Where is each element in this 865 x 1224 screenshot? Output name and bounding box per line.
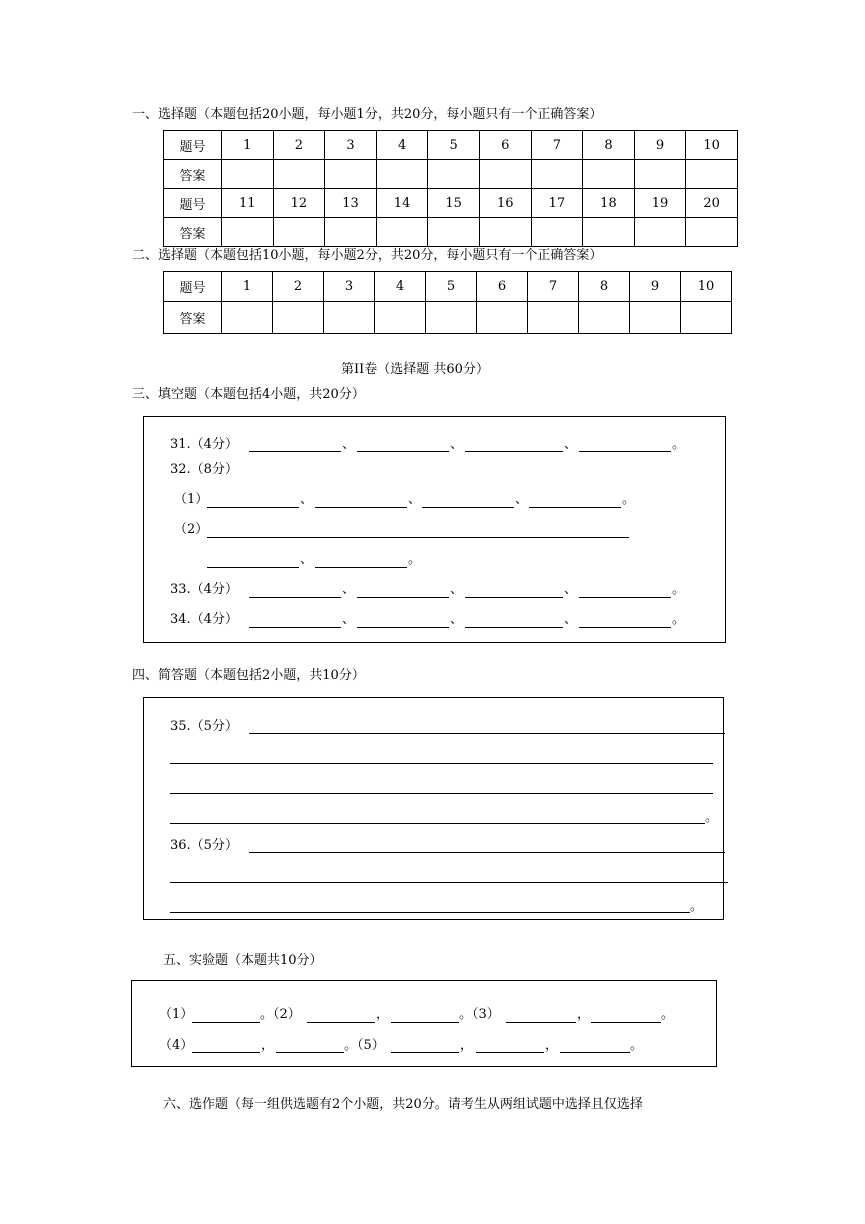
question-number: 3 (325, 131, 377, 160)
answer-cell[interactable] (376, 218, 428, 247)
q32-sub2-label: （2） (174, 522, 209, 537)
question-number: 6 (477, 272, 528, 302)
period: 。 (672, 582, 686, 597)
answer-line[interactable] (170, 763, 713, 764)
table-row (164, 302, 732, 334)
answer-cell[interactable] (579, 302, 630, 334)
row-label-number: 题号 (164, 131, 222, 160)
blank-line[interactable] (529, 507, 621, 508)
question-number: 4 (376, 131, 428, 160)
answer-cell[interactable] (426, 302, 477, 334)
comma: ， (261, 1038, 275, 1053)
question-number: 14 (376, 189, 428, 218)
blank-line[interactable] (249, 451, 341, 452)
answer-cell[interactable] (634, 160, 686, 189)
question-number: 8 (583, 131, 635, 160)
answer-cell[interactable] (531, 160, 583, 189)
q34-label: 34.（4分） (170, 612, 238, 627)
answer-cell[interactable] (479, 218, 531, 247)
table-row (164, 218, 738, 247)
question-number: 20 (686, 189, 738, 218)
sub4-label: （4） (159, 1038, 194, 1053)
blank-line[interactable] (276, 1052, 344, 1053)
answer-line[interactable] (170, 823, 705, 824)
question-number: 9 (634, 131, 686, 160)
comma: ， (577, 1007, 591, 1022)
question-number: 7 (531, 131, 583, 160)
separator: 、 (300, 552, 314, 567)
blank-line[interactable] (579, 627, 671, 628)
question-number: 17 (531, 189, 583, 218)
period: 。 (705, 810, 719, 825)
answer-cell[interactable] (273, 302, 324, 334)
answer-cell[interactable] (528, 302, 579, 334)
question-number: 16 (479, 189, 531, 218)
blank-line[interactable] (207, 507, 299, 508)
question-number: 15 (428, 189, 480, 218)
q36-label: 36.（5分） (170, 838, 238, 853)
blank-line[interactable] (249, 597, 341, 598)
blank-line[interactable] (357, 627, 449, 628)
answer-line[interactable] (249, 733, 725, 734)
question-number: 2 (273, 131, 325, 160)
separator: 、 (342, 582, 356, 597)
separator: 、 (450, 437, 464, 452)
answer-cell[interactable] (634, 218, 686, 247)
q32-sub1-label: （1） (174, 492, 209, 507)
section5-title: 五、实验题（本题共10分） (163, 953, 323, 968)
table-row (164, 189, 738, 218)
separator: 、 (300, 492, 314, 507)
blank-line[interactable] (579, 597, 671, 598)
blank-line[interactable] (591, 1022, 661, 1023)
question-number: 18 (583, 189, 635, 218)
answer-cell[interactable] (428, 160, 480, 189)
answer-cell[interactable] (375, 302, 426, 334)
answer-cell[interactable] (222, 302, 273, 334)
blank-line[interactable] (192, 1052, 260, 1053)
blank-line[interactable] (422, 507, 514, 508)
answer-cell[interactable] (531, 218, 583, 247)
blank-line[interactable] (249, 627, 341, 628)
answer-cell[interactable] (630, 302, 681, 334)
blank-line[interactable] (207, 537, 629, 538)
blank-line[interactable] (315, 507, 407, 508)
question-number: 1 (222, 131, 274, 160)
separator: 、 (450, 582, 464, 597)
section2-title: 二、选择题（本题包括10小题，每小题2分，共20分，每小题只有一个正确答案） (132, 248, 603, 263)
blank-line[interactable] (476, 1052, 544, 1053)
blank-line[interactable] (307, 1022, 375, 1023)
table-row (164, 160, 738, 189)
blank-line[interactable] (207, 567, 299, 568)
comma: ， (545, 1038, 559, 1053)
answer-cell[interactable] (273, 218, 325, 247)
period: 。 (672, 437, 686, 452)
part2-heading: 第II卷（选择题 共60分） (341, 362, 489, 377)
q35-label: 35.（5分） (170, 719, 238, 734)
section2-answer-table (163, 271, 732, 334)
period: 。 (622, 492, 636, 507)
answer-cell[interactable] (477, 302, 528, 334)
question-number: 11 (222, 189, 274, 218)
blank-line[interactable] (465, 597, 563, 598)
sub5-label: 。（5） (344, 1038, 385, 1053)
separator: 、 (564, 437, 578, 452)
section1-title: 一、选择题（本题包括20小题，每小题1分，共20分，每小题只有一个正确答案） (132, 107, 603, 122)
answer-line[interactable] (249, 852, 725, 853)
answer-cell[interactable] (428, 218, 480, 247)
question-number: 4 (375, 272, 426, 302)
period: 。 (630, 1038, 644, 1053)
answer-line[interactable] (170, 882, 728, 883)
sub2-label: 。（2） (260, 1007, 301, 1022)
answer-cell[interactable] (583, 160, 635, 189)
table-row (164, 272, 732, 302)
separator: 、 (450, 612, 464, 627)
answer-cell[interactable] (686, 160, 738, 189)
answer-cell[interactable] (681, 302, 732, 334)
blank-line[interactable] (357, 597, 449, 598)
comma: ， (460, 1038, 474, 1053)
blank-line[interactable] (560, 1052, 630, 1053)
blank-line[interactable] (465, 627, 563, 628)
question-number: 5 (428, 131, 480, 160)
blank-line[interactable] (391, 1052, 459, 1053)
answer-cell[interactable] (583, 218, 635, 247)
answer-cell[interactable] (222, 160, 274, 189)
answer-line[interactable] (170, 912, 690, 913)
question-number: 10 (686, 131, 738, 160)
separator: 、 (342, 612, 356, 627)
separator: 、 (342, 437, 356, 452)
question-number: 2 (273, 272, 324, 302)
blank-line[interactable] (391, 1022, 459, 1023)
answer-cell[interactable] (325, 160, 377, 189)
sub3-label: 。（3） (459, 1007, 500, 1022)
question-number: 1 (222, 272, 273, 302)
question-number: 3 (324, 272, 375, 302)
blank-line[interactable] (506, 1022, 576, 1023)
period: 。 (690, 899, 704, 914)
blank-line[interactable] (465, 451, 563, 452)
q32-label: 32.（8分） (170, 462, 238, 477)
row-label-answer: 答案 (164, 218, 222, 247)
answer-cell[interactable] (686, 218, 738, 247)
answer-cell[interactable] (376, 160, 428, 189)
answer-cell[interactable] (273, 160, 325, 189)
blank-line[interactable] (579, 451, 671, 452)
q31-label: 31.（4分） (170, 437, 238, 452)
blank-line[interactable] (357, 451, 449, 452)
question-number: 7 (528, 272, 579, 302)
row-label-number: 题号 (164, 272, 222, 302)
row-label-answer: 答案 (164, 160, 222, 189)
table-row (164, 131, 738, 160)
comma: ， (376, 1007, 390, 1022)
separator: 、 (408, 492, 422, 507)
separator: 、 (515, 492, 529, 507)
question-number: 10 (681, 272, 732, 302)
section1-answer-table (163, 130, 738, 247)
question-number: 13 (325, 189, 377, 218)
question-number: 12 (273, 189, 325, 218)
question-number: 6 (479, 131, 531, 160)
section3-title: 三、填空题（本题包括4小题，共20分） (132, 387, 365, 402)
question-number: 8 (579, 272, 630, 302)
period: 。 (672, 612, 686, 627)
question-number: 19 (634, 189, 686, 218)
separator: 、 (564, 612, 578, 627)
section6-title: 六、选作题（每一组供选题有2个小题，共20分。请考生从两组试题中选择且仅选择 (163, 1097, 643, 1112)
sub1-label: （1） (159, 1007, 194, 1022)
row-label-answer: 答案 (164, 302, 222, 334)
blank-line[interactable] (315, 567, 407, 568)
answer-cell[interactable] (325, 218, 377, 247)
question-number: 9 (630, 272, 681, 302)
q33-label: 33.（4分） (170, 582, 238, 597)
answer-line[interactable] (170, 793, 713, 794)
answer-cell[interactable] (479, 160, 531, 189)
period: 。 (661, 1007, 675, 1022)
section4-title: 四、简答题（本题包括2小题，共10分） (132, 668, 365, 683)
answer-cell[interactable] (324, 302, 375, 334)
period: 。 (408, 552, 422, 567)
separator: 、 (564, 582, 578, 597)
answer-cell[interactable] (222, 218, 274, 247)
blank-line[interactable] (192, 1022, 260, 1023)
row-label-number: 题号 (164, 189, 222, 218)
question-number: 5 (426, 272, 477, 302)
